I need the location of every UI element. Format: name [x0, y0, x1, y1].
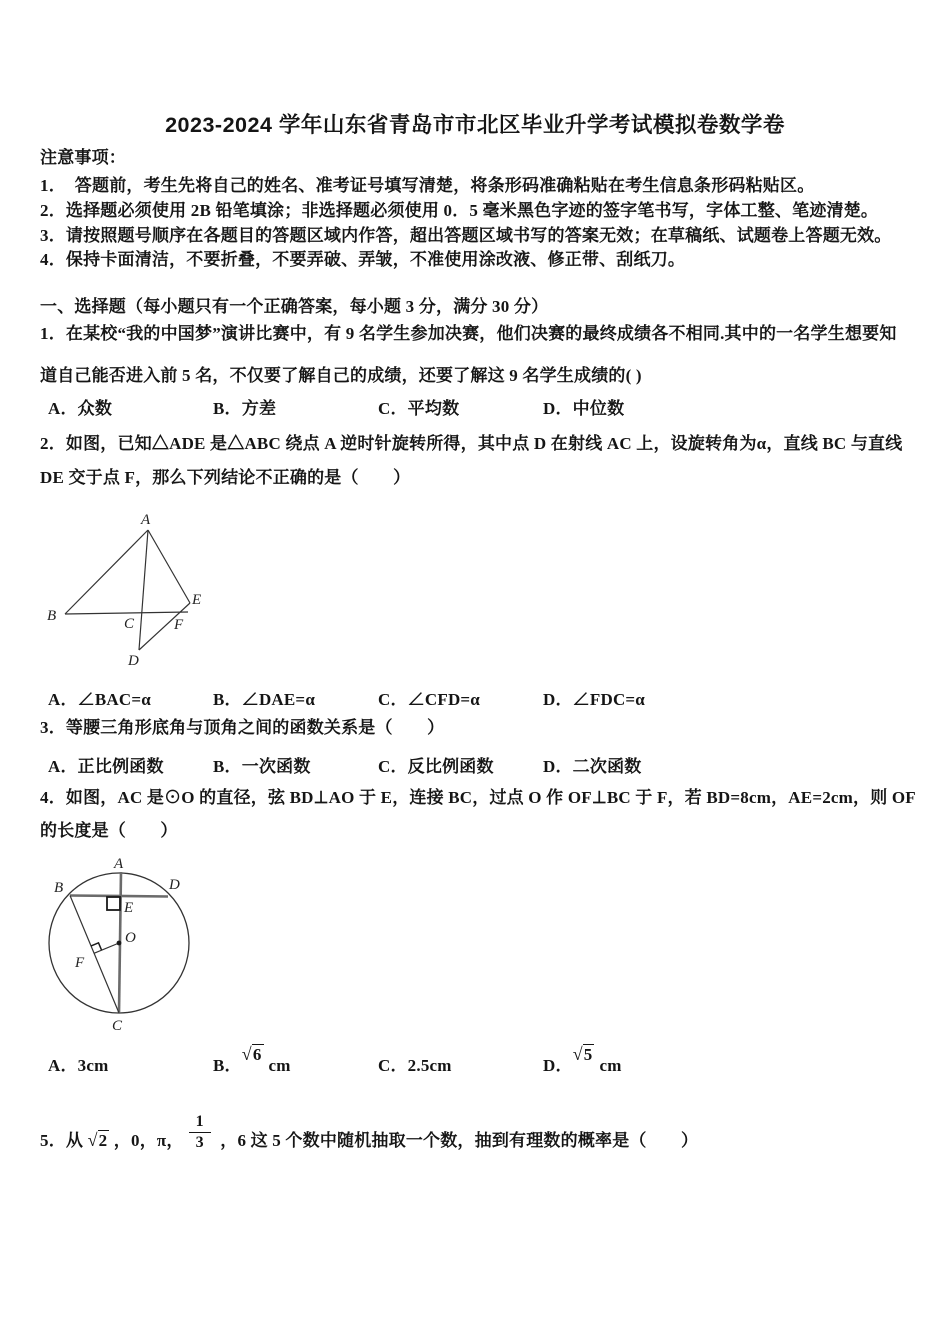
- fig2-label-d: D: [169, 877, 180, 893]
- page-title: 2023-2024 学年山东省青岛市市北区毕业升学考试模拟卷数学卷: [165, 113, 785, 137]
- question-2-line-2: DE 交于点 F，那么下列结论不正确的是（ ）: [40, 468, 411, 487]
- question-4-line-2: 的长度是（ ）: [40, 821, 178, 840]
- fraction-one-third: $\frac{1}{3}$: [189, 1113, 211, 1153]
- fig1-label-e: E: [192, 592, 202, 608]
- question-3-line-1: 3．等腰三角形底角与顶角之间的函数关系是（ ）: [40, 718, 445, 737]
- section-1-heading: 一、选择题（每小题只有一个正确答案，每小题 3 分，满分 30 分）: [40, 297, 549, 316]
- fig1-label-d: D: [128, 653, 139, 669]
- question-2-line-1: 2．如图，已知△ADE 是△ABC 绕点 A 逆时针旋转所得，其中点 D 在射线 AC 上，设旋转角为α，直线 BC 与直线: [40, 434, 903, 453]
- question-4-line-1: 4．如图，AC 是⊙O 的直径，弦 BD⊥AO 于 E，连接 BC，过点 O 作 OF⊥BC 于 F，若 BD=8cm，AE=2cm，则 OF: [40, 788, 916, 807]
- q4-option-d: D．√5cm: [543, 1044, 622, 1075]
- question-2-options: [0, 685, 950, 719]
- q2-option-b: B．∠DAE=α: [213, 690, 316, 709]
- fig1-label-f: F: [174, 617, 184, 633]
- fig1-line-bcf: [65, 612, 188, 614]
- fig1-line-acd: [139, 530, 148, 650]
- q1-option-b: B．方差: [213, 399, 277, 418]
- question-1-options: [0, 394, 950, 428]
- fig2-label-o: O: [125, 930, 136, 946]
- q4-option-c: C．2.5cm: [378, 1056, 452, 1075]
- fig1-label-b: B: [47, 608, 57, 624]
- fig2-label-e: E: [124, 900, 134, 916]
- question-4-options: [0, 1044, 950, 1085]
- notice-item-1: 1． 答题前，考生先将自己的姓名、准考证号填写清楚，将条形码准确粘贴在考生信息条形码粘贴区。: [40, 176, 815, 195]
- fig2-label-a: A: [114, 856, 124, 872]
- question-3-options: [0, 752, 950, 786]
- fig1-edge-ae: [148, 530, 190, 603]
- q1-option-d: D．中位数: [543, 399, 625, 418]
- q2-option-d: D．∠FDC=α: [543, 690, 645, 709]
- q3-option-b: B．一次函数: [213, 757, 311, 776]
- notice-heading: 注意事项：: [40, 148, 126, 167]
- fig1-label-a: A: [141, 512, 151, 528]
- fig2-label-f: F: [75, 955, 85, 971]
- q1-option-c: C．平均数: [378, 399, 460, 418]
- notice-item-3: 3．请按照题号顺序在各题目的答题区域内作答，超出答题区域书写的答案无效；在草稿纸、试题卷上答题无效。: [40, 226, 892, 245]
- q1-option-a: A．众数: [48, 399, 113, 418]
- fig2-label-b: B: [54, 880, 64, 896]
- q2-option-a: A．∠BAC=α: [48, 690, 151, 709]
- sqrt-icon: √: [572, 1044, 583, 1064]
- q4-figure-circle: [40, 852, 210, 1037]
- fig2-label-c: C: [112, 1018, 123, 1034]
- q2-figure-rotated-triangle: [40, 500, 250, 680]
- q3-option-a: A．正比例函数: [48, 757, 164, 776]
- fig1-label-c: C: [124, 616, 135, 632]
- notice-item-4: 4．保持卡面清洁，不要折叠，不要弄破、弄皱，不准使用涂改液、修正带、刮纸刀。: [40, 250, 686, 269]
- question-1-line-2: 道自己能否进入前 5 名，不仅要了解自己的成绩，还要了解这 9 名学生成绩的( ): [40, 366, 642, 385]
- fig2-center-dot: [117, 941, 122, 946]
- fig2-right-angle-e: [107, 897, 120, 910]
- q2-option-c: C．∠CFD=α: [378, 690, 480, 709]
- fig1-edge-ba: [65, 530, 148, 614]
- q3-option-d: D．二次函数: [543, 757, 642, 776]
- sqrt-icon: √: [87, 1129, 98, 1150]
- question-5-line-1: 5．从 √2 ，0，π， $\frac{1}{3}$ ，6 这 5 个数中随机抽取一个数，抽到有理数的概率是（ ）: [40, 1113, 699, 1152]
- notice-item-2: 2．选择题必须使用 2B 铅笔填涂；非选择题必须使用 0．5 毫米黑色字迹的签字笔书写，字体工整、笔迹清楚。: [40, 201, 879, 220]
- question-1-line-1: 1．在某校“我的中国梦”演讲比赛中，有 9 名学生参加决赛，他们决赛的最终成绩各不相同.其中的一名学生想要知: [40, 324, 897, 343]
- fig2-segment-of: [94, 943, 119, 953]
- q4-option-a: A．3cm: [48, 1056, 109, 1075]
- q4-option-b: B．√6cm: [213, 1044, 291, 1075]
- sqrt-icon: √: [241, 1044, 252, 1064]
- q3-option-c: C．反比例函数: [378, 757, 494, 776]
